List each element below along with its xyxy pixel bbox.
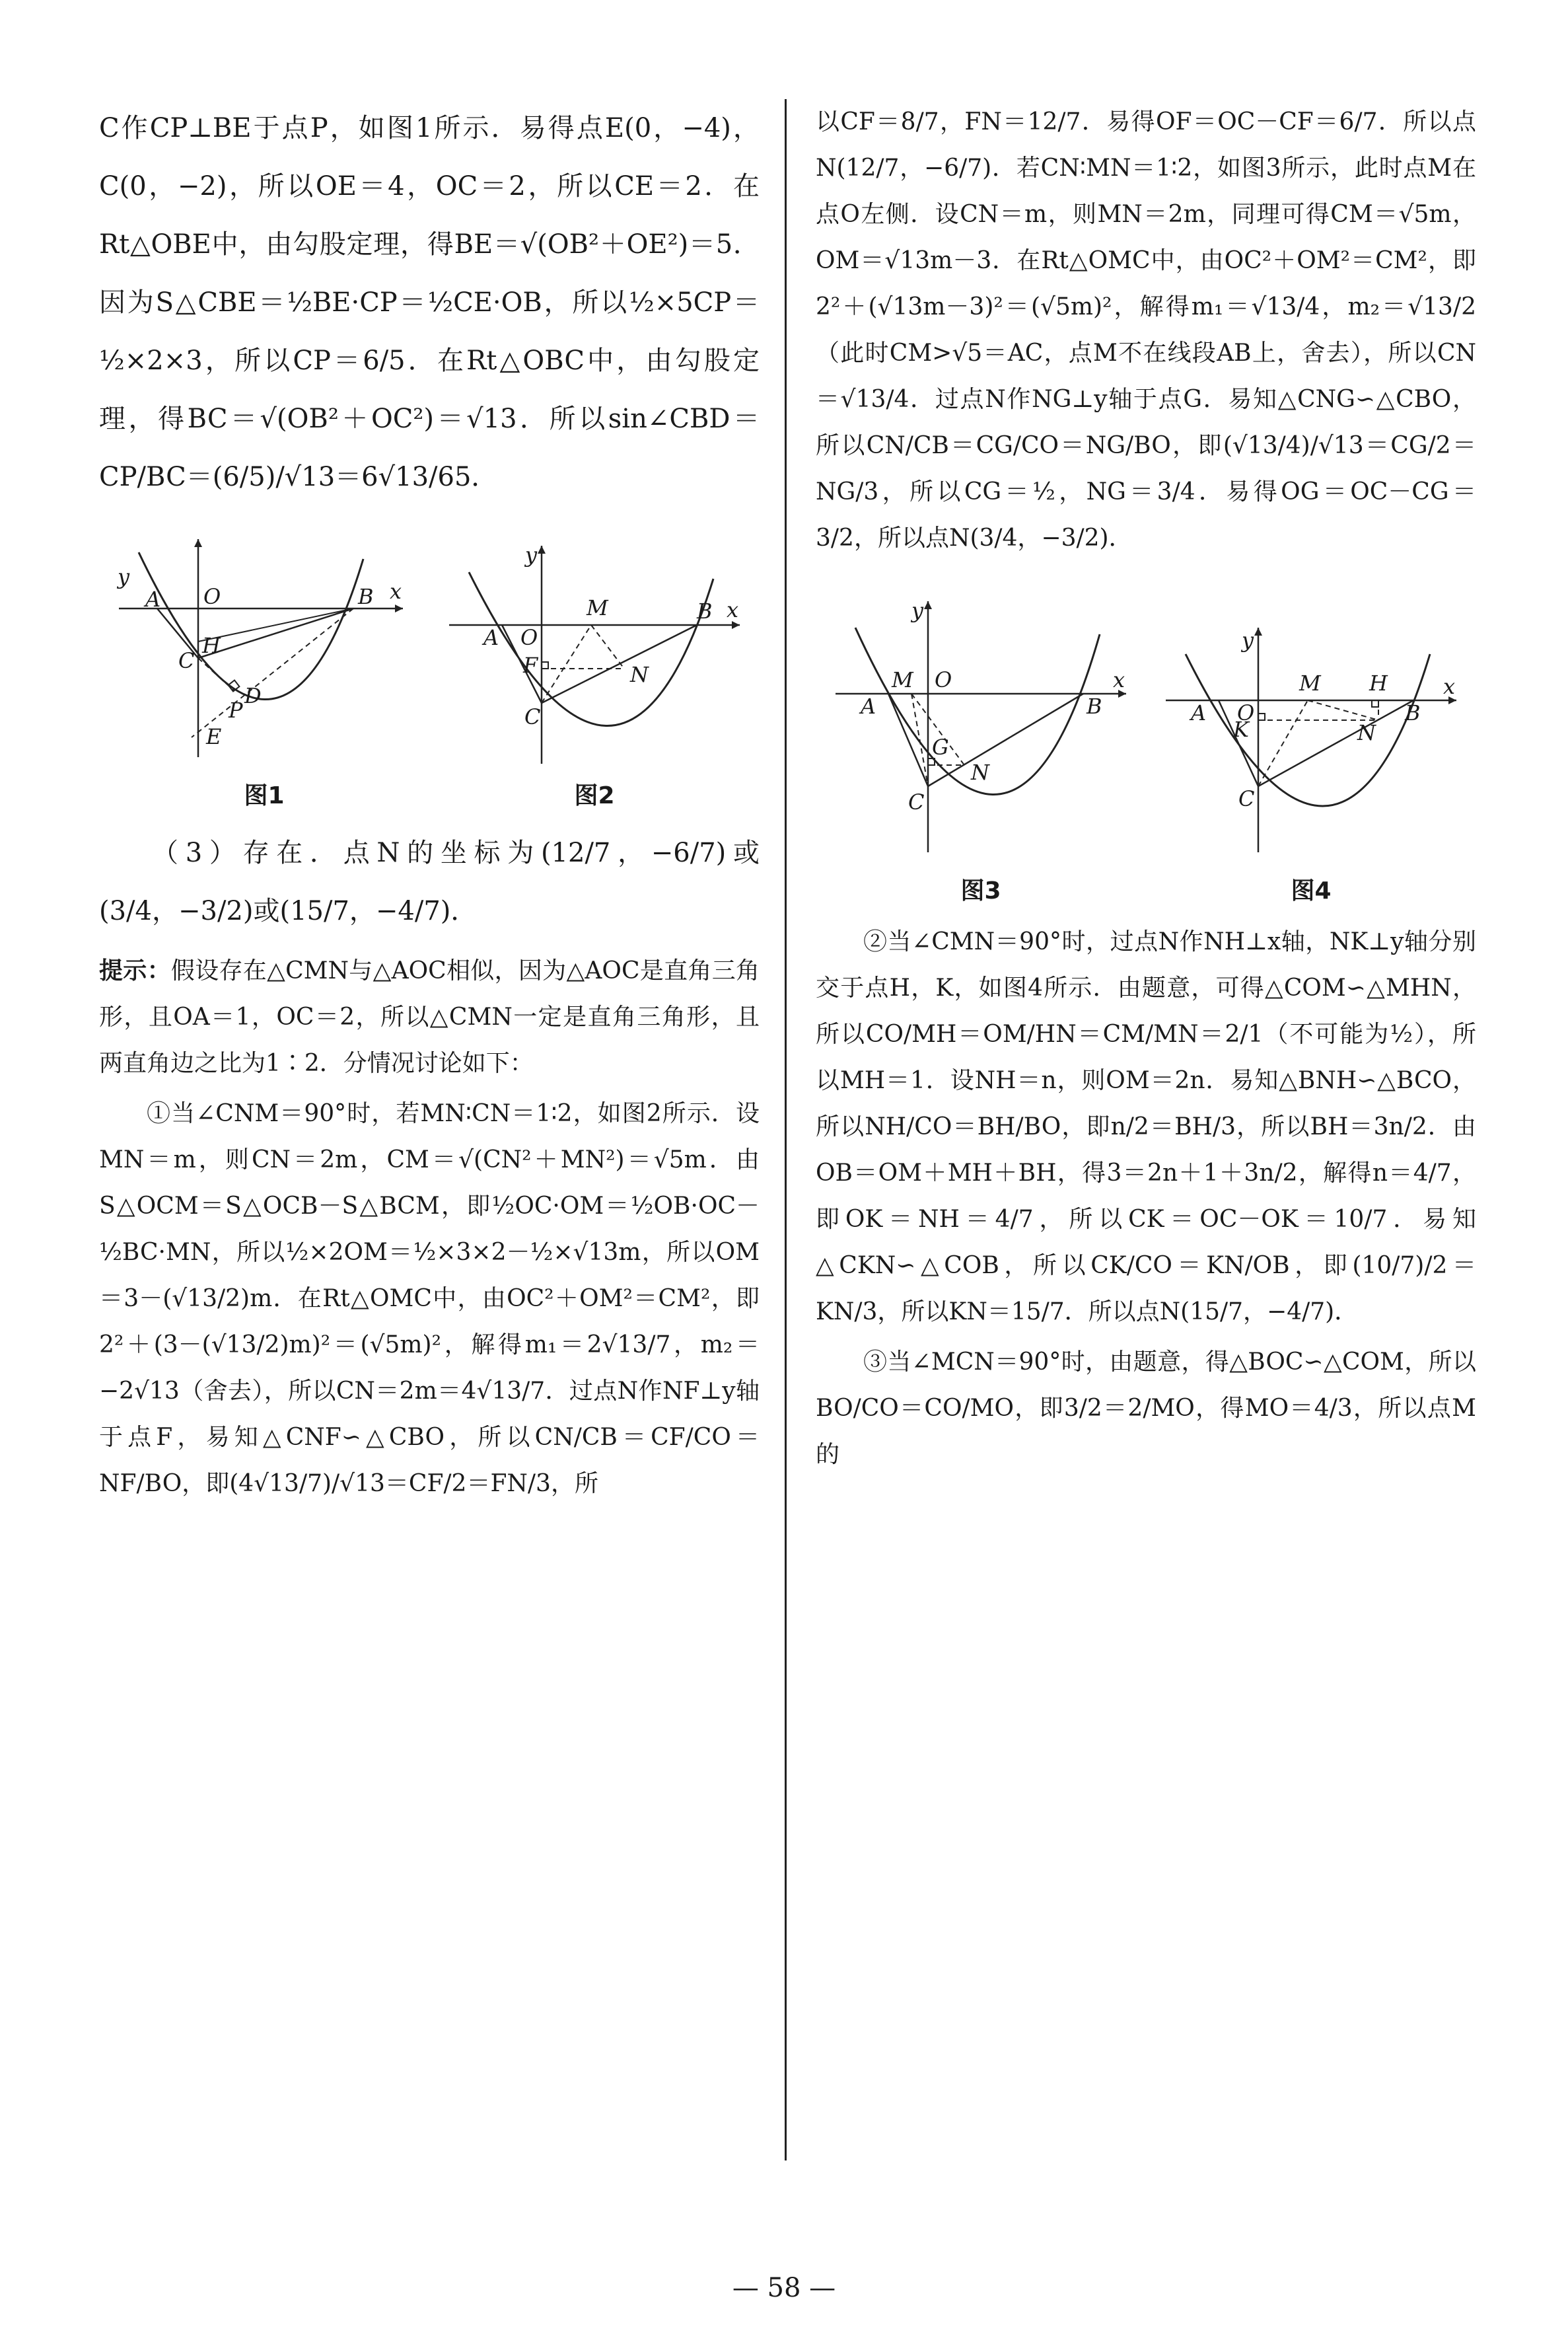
column-divider [785,99,787,2160]
label-A: A [861,694,876,719]
figure-row-1-2 [99,533,760,811]
label-C: C [178,648,195,673]
label-y: y [118,564,130,589]
figure-4 [1159,588,1463,906]
label-F: F [523,653,538,678]
label-x: x [1443,674,1456,699]
figure-2 [443,533,746,811]
label-B: B [1405,700,1421,725]
label-x: x [390,579,402,604]
label-M: M [892,667,913,692]
label-K: K [1233,717,1249,742]
paragraph-case3: ③当∠MCN＝90°时，由题意，得△BOC∽△COM，所以BO/CO＝CO/MO，即3/2＝2/MO，得MO＝4/3，所以点M的 [816,1348,1476,1468]
page-number: — 58 — [732,2273,836,2303]
label-O: O [203,584,221,609]
paragraph-hint [99,948,760,1087]
figure-3 [829,588,1133,906]
label-D: D [244,683,262,708]
figure-4-graph [1159,588,1463,866]
label-x: x [1113,667,1125,692]
label-y: y [911,598,924,623]
label-A: A [483,625,499,650]
label-A: A [1191,700,1207,725]
paragraph-part3: （3）存在．点N的坐标为(12/7，−6/7)或(3/4，−3/2)或(15/7，−4/7)． [99,838,760,926]
figure-2-caption: 图2 [574,782,615,809]
label-E: E [206,724,222,749]
label-M: M [587,595,608,620]
figure-1-graph [112,533,416,770]
label-B: B [1087,694,1102,719]
label-O: O [520,625,538,650]
figure-1 [112,533,416,811]
label-O: O [935,667,952,692]
label-B: B [697,599,713,624]
figure-row-3-4 [816,588,1476,906]
label-A: A [145,587,161,612]
label-B: B [358,584,374,609]
label-N: N [971,760,989,785]
label-O: O [1237,700,1255,725]
hint-label: 提示： [99,957,171,984]
paragraph-case1: ①当∠CNM＝90°时，若MN∶CN＝1∶2，如图2所示．设MN＝m，则CN＝2m，CM＝√(CN²＋MN²)＝√5m．由S△OCM＝S△OCB－S△BCM，即½OC·OM＝½OB·OC－½BC·MN，所以½×2OM＝½×3×2－½×√13m，所以OM＝3－(√13/2)m．在Rt△OMC中，由OC²＋OM²＝CM²，即2²＋(3－(√13/2)m)²＝(√5m)²，解得m₁＝2√13/7，m₂＝−2√13（舍去），所以CN＝2m＝4√13/7．过点N作NF⊥y轴于点F，易知△CNF∽△CBO，所以CN/CB＝CF/CO＝NF/BO，即(4√13/7)/√13＝CF/2＝FN/3，所 [99,1100,760,1497]
paragraph-case2: ②当∠CMN＝90°时，过点N作NH⊥x轴，NK⊥y轴分别交于点H，K，如图4所示．由题意，可得△COM∽△MHN，所以CO/MH＝OM/HN＝CM/MN＝2/1（不可能为½），所以MH＝1．设NH＝n，则OM＝2n．易知△BNH∽△BCO，所以NH/CO＝BH/BO，即n/2＝BH/3，所以BH＝3n/2．由OB＝OM＋MH＋BH，得3＝2n＋1＋3n/2，解得n＝4/7，即OK＝NH＝4/7，所以CK＝OC－OK＝10/7．易知△CKN∽△COB，所以CK/CO＝KN/OB，即(10/7)/2＝KN/3，所以KN＝15/7．所以点N(15/7，−4/7)． [816,928,1476,1325]
label-y: y [1242,628,1254,653]
label-C: C [1238,786,1255,811]
label-M: M [1299,671,1321,696]
right-column [816,99,1476,2127]
label-P: P [229,698,243,723]
figure-2-graph [443,533,746,770]
hint-text: 假设存在△CMN与△AOC相似，因为△AOC是直角三角形，且OA＝1，OC＝2，所以△CMN一定是直角三角形，且两直角边之比为1∶2．分情况讨论如下： [99,957,760,1077]
label-N: N [1357,720,1376,745]
label-C: C [524,704,541,729]
figure-4-caption: 图4 [1291,877,1332,904]
paragraph-continuation: 以CF＝8/7，FN＝12/7．易得OF＝OC－CF＝6/7．所以点N(12/7，−6/7)．若CN∶MN＝1∶2，如图3所示，此时点M在点O左侧．设CN＝m，则MN＝2m，同理可得CM＝√5m，OM＝√13m－3．在Rt△OMC中，由OC²＋OM²＝CM²，即2²＋(√13m－3)²＝(√5m)²，解得m₁＝√13/4，m₂＝√13/2（此时CM>√5＝AC，点M不在线段AB上，舍去），所以CN＝√13/4．过点N作NG⊥y轴于点G．易知△CNG∽△CBO，所以CN/CB＝CG/CO＝NG/BO，即(√13/4)/√13＝CG/2＝NG/3，所以CG＝½，NG＝3/4．易得OG＝OC－CG＝3/2，所以点N(3/4，−3/2)． [816,108,1476,552]
figure-3-graph [829,588,1133,866]
label-H: H [1369,671,1388,696]
paragraph-intro: C作CP⊥BE于点P，如图1所示．易得点E(0，−4)，C(0，−2)，所以OE＝4，OC＝2，所以CE＝2．在Rt△OBE中，由勾股定理，得BE＝√(OB²＋OE²)＝5．因为S△CBE＝½BE·CP＝½CE·OB，所以½×5CP＝½×2×3，所以CP＝6/5．在Rt△OBC中，由勾股定理，得BC＝√(OB²＋OC²)＝√13．所以sin∠CBD＝CP/BC＝(6/5)/√13＝6√13/65． [99,113,760,492]
label-x: x [727,597,739,622]
label-H: H [202,633,221,658]
label-G: G [932,735,949,760]
left-column [99,99,760,2127]
figure-3-caption: 图3 [960,877,1001,904]
figure-1-caption: 图1 [244,782,285,809]
label-C: C [908,790,925,815]
label-y: y [525,542,538,568]
label-N: N [630,662,649,687]
